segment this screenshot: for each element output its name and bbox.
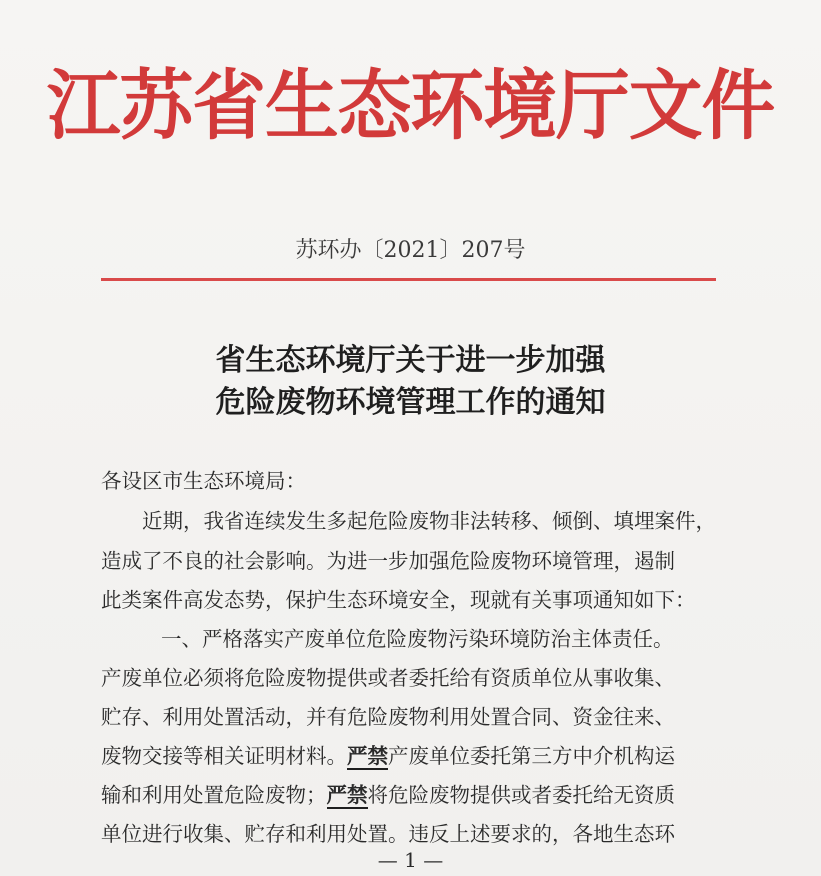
paragraph-2-line-2: 产废单位必须将危险废物提供或者委托给有资质单位从事收集、: [101, 666, 675, 690]
red-divider: [101, 278, 716, 281]
paragraph-1-line-2: 造成了不良的社会影响。为进一步加强危险废物环境管理，遏制: [101, 549, 675, 573]
page-number: — 1 —: [377, 848, 444, 872]
emphasis-prohibited-2: 严禁: [326, 783, 368, 807]
notice-title-line-1: 省生态环境厅关于进一步加强: [215, 343, 606, 378]
paragraph-1-line-3: 此类案件高发态势，保护生态环境安全，现就有关事项通知如下：: [101, 588, 696, 612]
notice-title: [0, 340, 821, 424]
paragraph-1-line-1: 近期，我省连续发生多起危险废物非法转移、倾倒、填埋案件，: [142, 509, 716, 533]
paragraph-2-line-5-end: 将危险废物提供或者委托给无资质: [367, 783, 675, 807]
paragraph-2-line-3: 贮存、利用处置活动，并有危险废物利用处置合同、资金往来、: [101, 705, 675, 729]
document-number: 苏环办〔2021〕207号: [295, 238, 526, 263]
masthead-title: 江苏省生态环境厅文件: [46, 61, 775, 150]
paragraph-2-line-5-start: 输和利用处置危险废物；: [101, 783, 327, 807]
paragraph-2-line-4-end: 产废单位委托第三方中介机构运: [388, 744, 675, 768]
paragraph-2-line-1: 一、严格落实产废单位危险废物污染环境防治主体责任。: [161, 627, 674, 651]
paragraph-2-line-4-start: 废物交接等相关证明材料。: [101, 744, 347, 768]
paragraph-2-line-4: [101, 739, 675, 773]
salutation: 各设区市生态环境局：: [101, 469, 306, 493]
paragraph-2-line-6: 单位进行收集、贮存和利用处置。违反上述要求的，各地生态环: [101, 822, 675, 846]
emphasis-prohibited-1: 严禁: [347, 744, 388, 768]
paragraph-2-line-5: [101, 778, 675, 812]
notice-title-line-2: 危险废物环境管理工作的通知: [215, 385, 606, 420]
